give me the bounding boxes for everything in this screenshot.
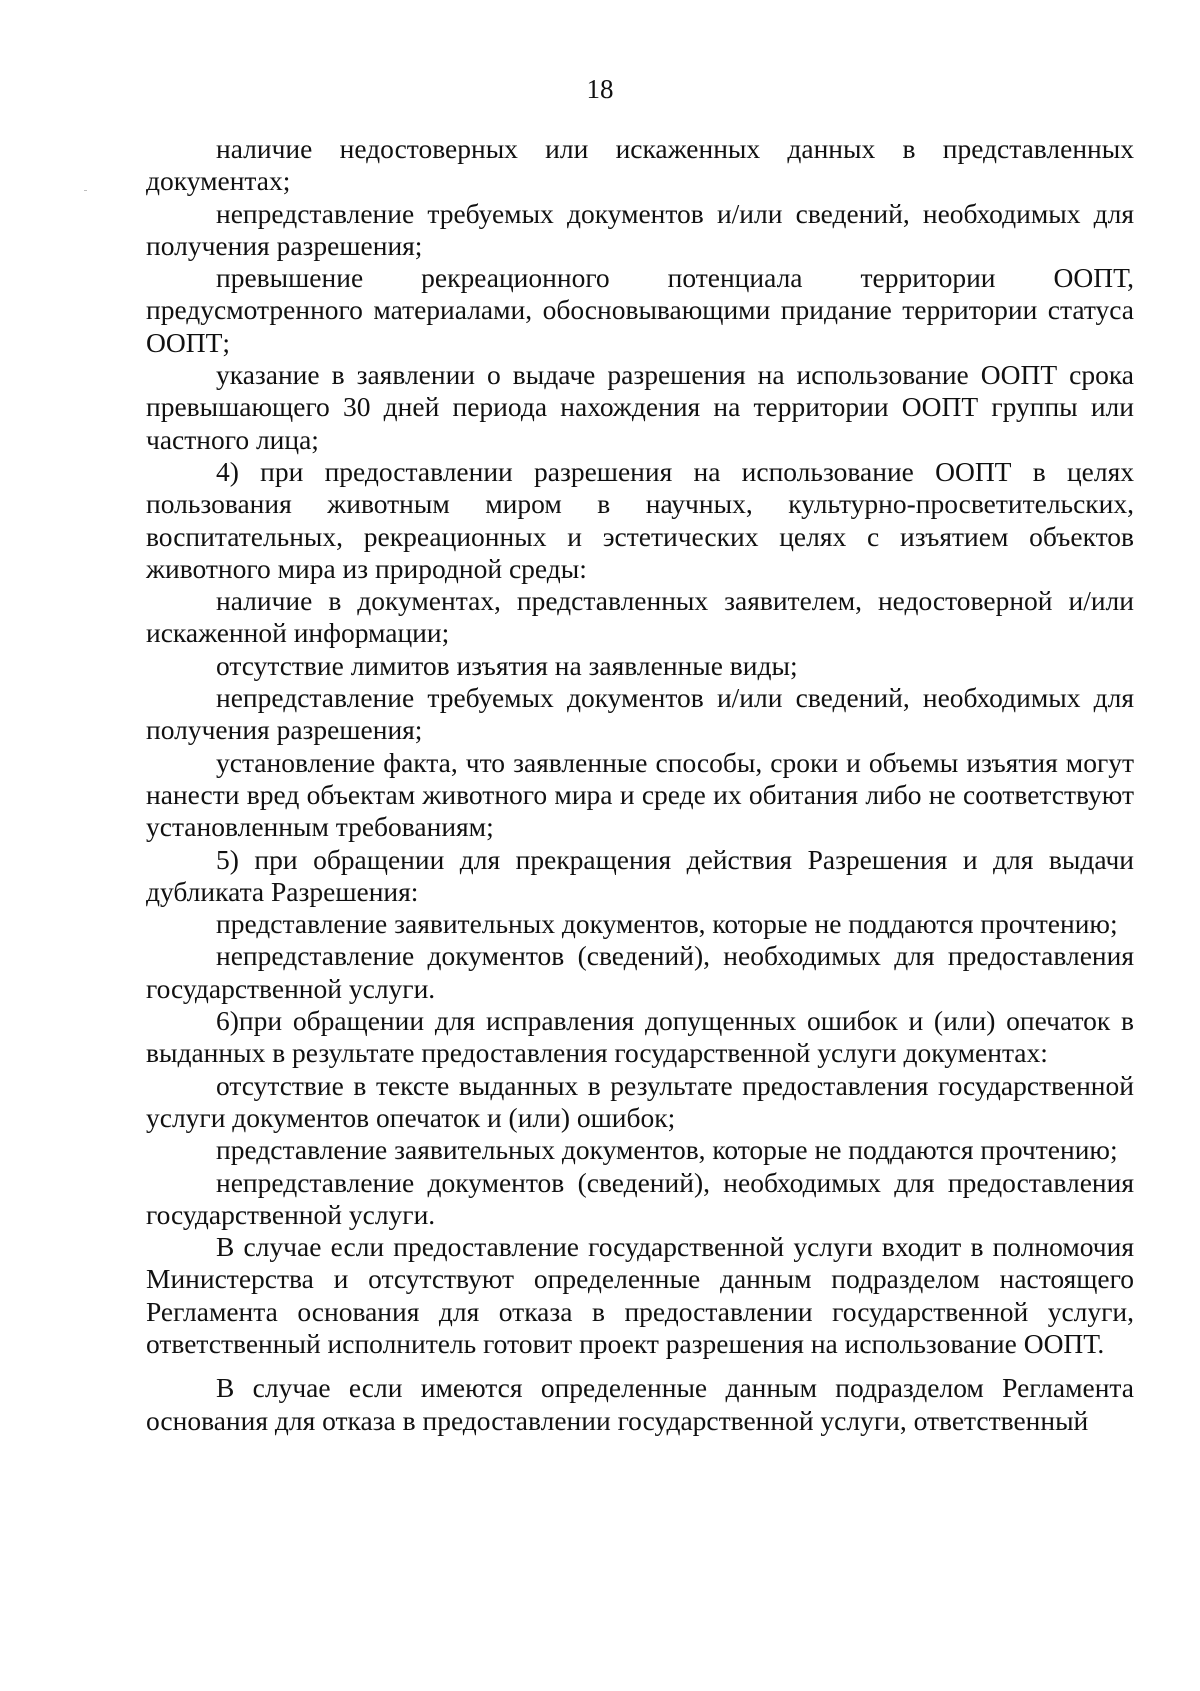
paragraph-7: отсутствие лимитов изъятия на заявленные виды; — [216, 649, 798, 681]
paragraph-16: непредставление документов (сведений), необходимых для предоставления государственной услуги. — [146, 1166, 1134, 1230]
paragraph-13: 6)при обращении для исправления допущенных ошибок и (или) опечаток в выданных в результате предоставления государственной услуги документах: — [146, 1005, 1134, 1069]
paragraph-18: В случае если имеются определенные данным подразделом Регламента основания для отказа в предоставлении государственной услуги, ответственный — [146, 1372, 1134, 1436]
paragraph-6: наличие в документах, представленных заявителем, недостоверной и/или искаженной информации; — [146, 585, 1134, 649]
paragraph-5: 4) при предоставлении разрешения на использование ООПТ в целях пользования животным миром в научных, культурно-просветительских, воспитательных, рекреационных и эстетических целях с изъятием объектов животного мира из природной среды: — [146, 455, 1134, 584]
paragraph-8: непредставление требуемых документов и/или сведений, необходимых для получения разрешения; — [146, 682, 1134, 746]
paragraph-14: отсутствие в тексте выданных в результате предоставления государственной услуги документов опечаток и (или) ошибок; — [146, 1069, 1134, 1133]
paragraph-1: наличие недостоверных или искаженных данных в представленных документах; — [146, 133, 1134, 197]
page-number: 18 — [586, 74, 614, 104]
body-text — [146, 133, 1134, 1437]
paragraph-17: В случае если предоставление государственной услуги входит в полномочия Министерства и отсутствуют определенные данным подразделом настоящего Регламента основания для отказа в предоставлении государственной услуги, ответственный исполнитель готовит проект разрешения на использование ООПТ. — [146, 1231, 1134, 1359]
paragraph-4: указание в заявлении о выдаче разрешения на использование ООПТ срока превышающего 30 дней периода нахождения на территории ООПТ группы или частного лица; — [146, 359, 1134, 455]
paragraph-9: установление факта, что заявленные способы, сроки и объемы изъятия могут нанести вред объектам животного мира и среде их обитания либо не соответствуют установленным требованиям; — [146, 746, 1134, 843]
paragraph-12: непредставление документов (сведений), необходимых для предоставления государственной услуги. — [146, 940, 1134, 1004]
paragraph-2: непредставление требуемых документов и/или сведений, необходимых для получения разрешения; — [146, 197, 1134, 261]
paragraph-10: 5) при обращении для прекращения действия Разрешения и для выдачи дубликата Разрешения: — [146, 843, 1134, 907]
paragraph-15: представление заявительных документов, которые не поддаются прочтению; — [216, 1134, 1118, 1166]
paragraph-3: превышение рекреационного потенциала территории ООПТ, предусмотренного материалами, обосновывающими придание территории статуса ООПТ; — [146, 262, 1134, 358]
scan-speck — [84, 190, 87, 191]
paragraph-11: представление заявительных документов, которые не поддаются прочтению; — [216, 908, 1118, 940]
